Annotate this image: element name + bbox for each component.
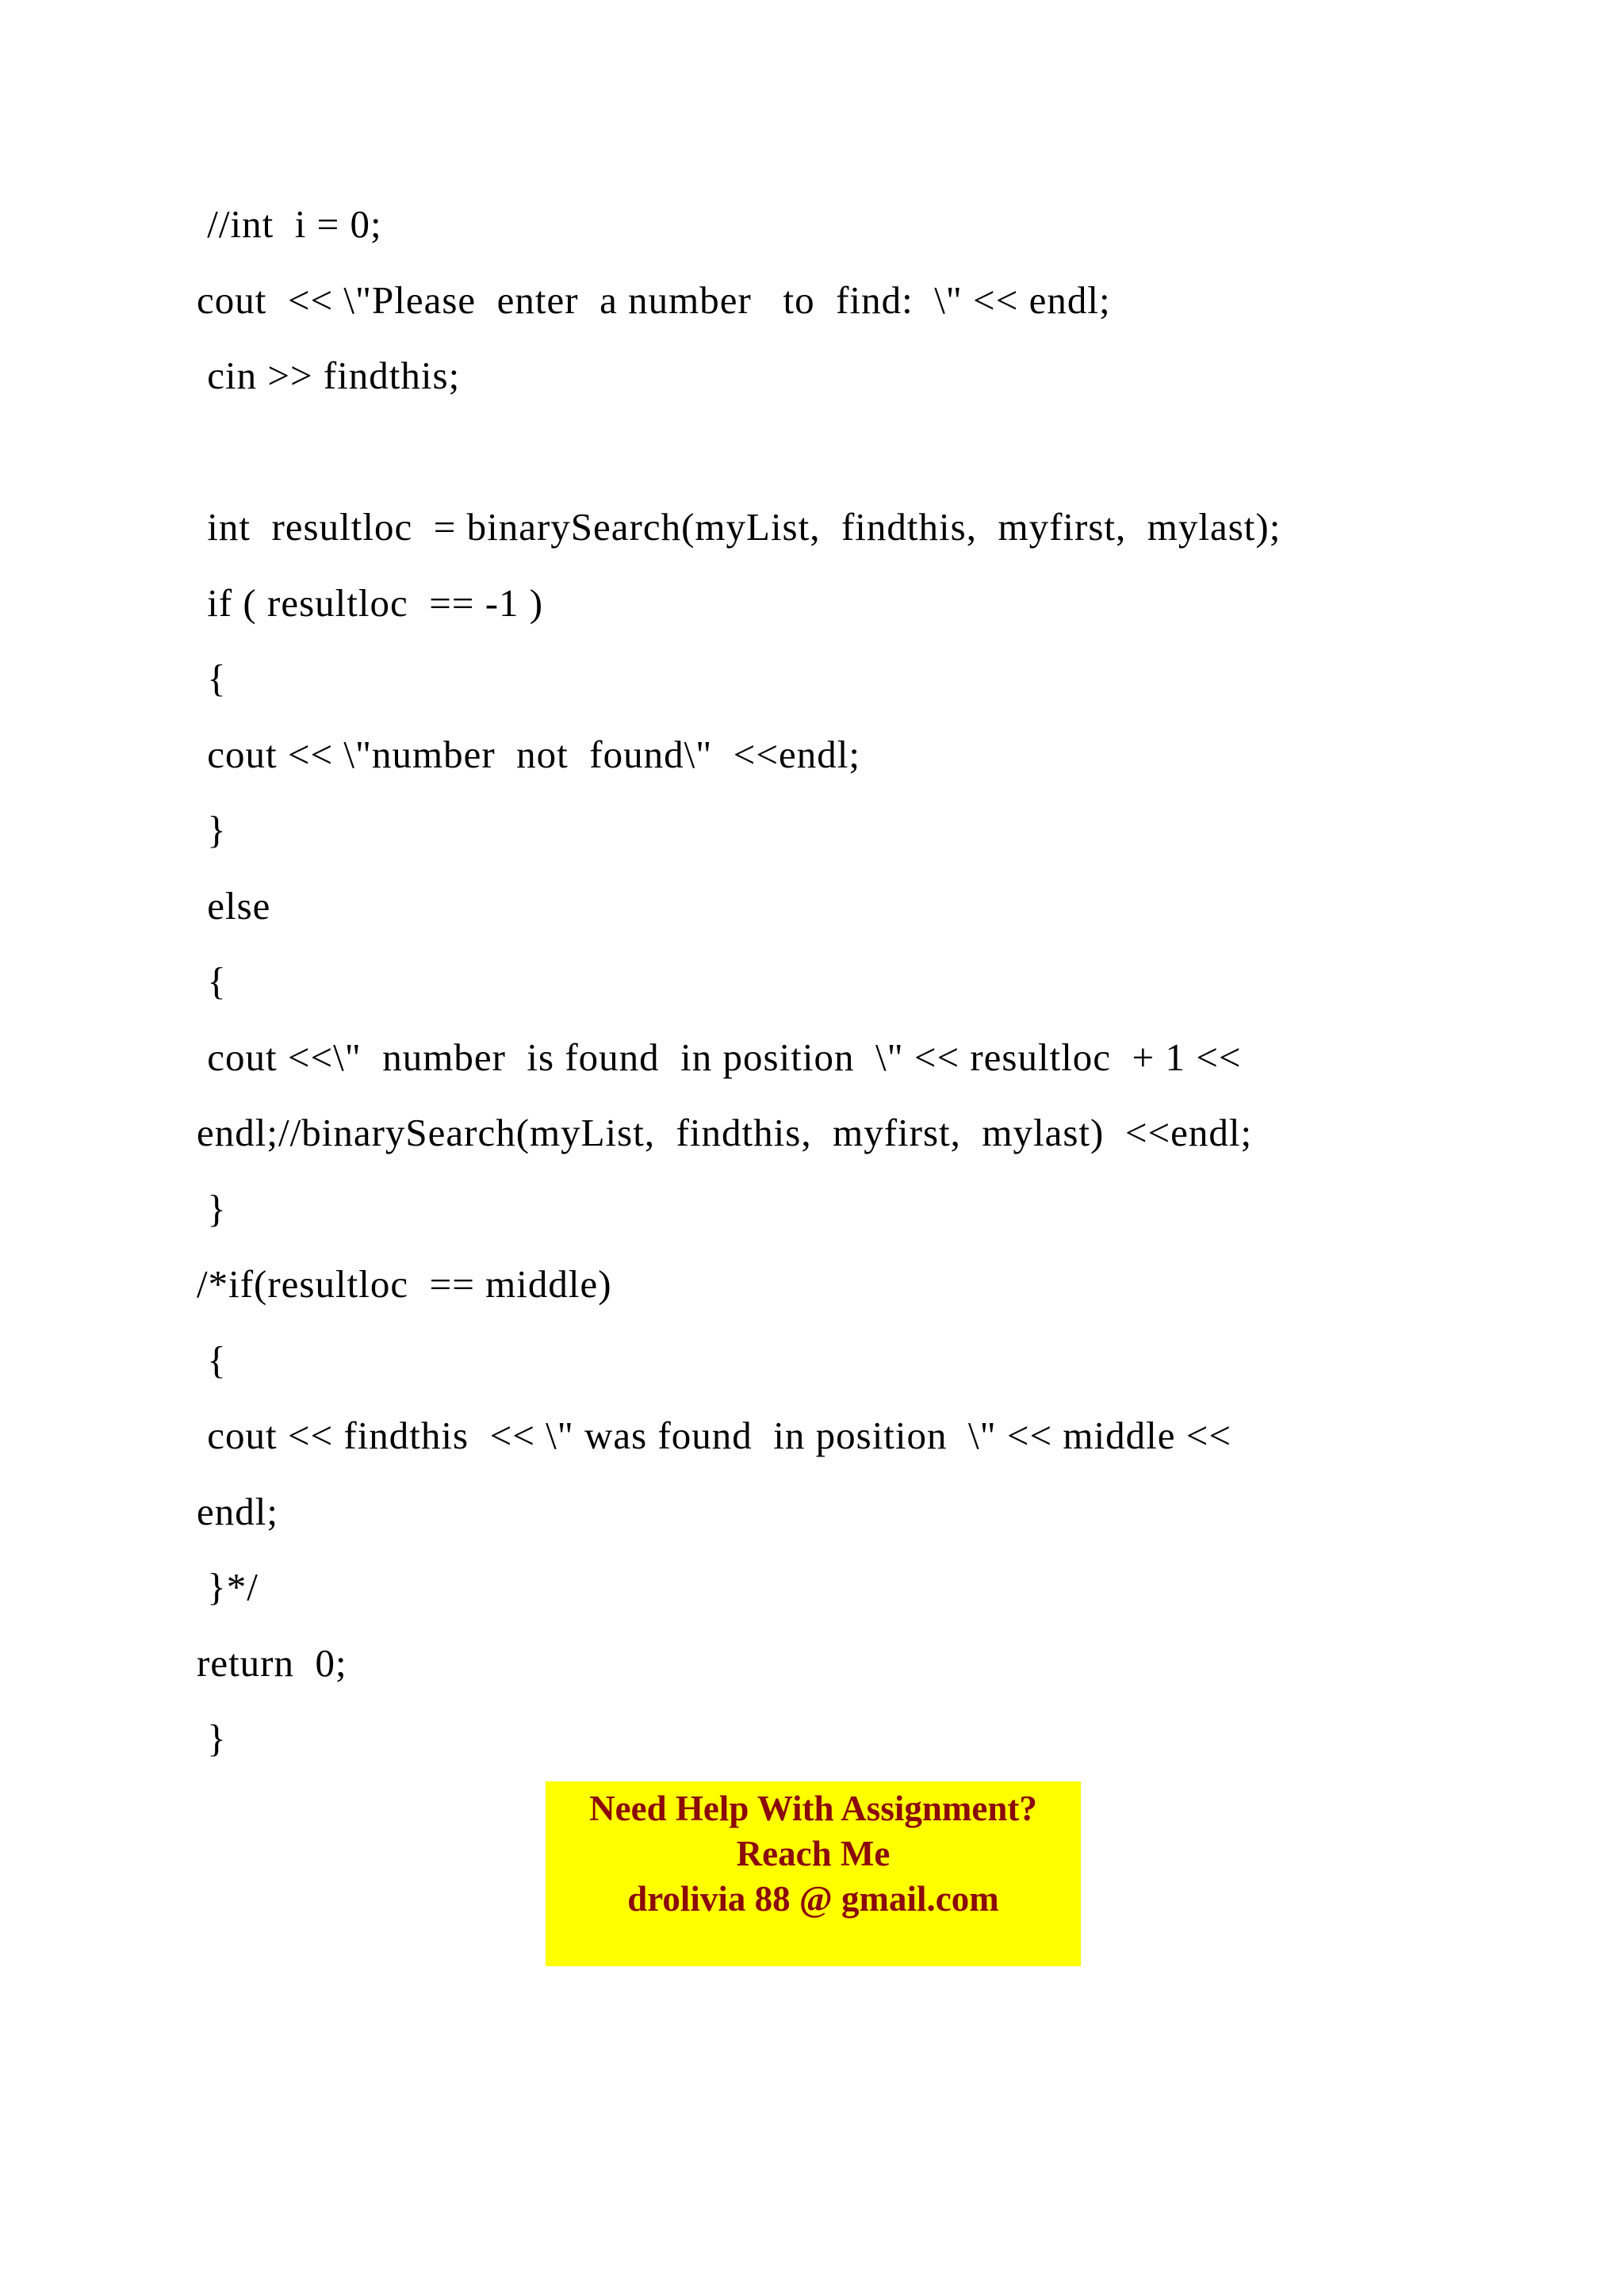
code-line: { <box>197 1337 227 1382</box>
code-line: { <box>197 959 227 1003</box>
code-line: { <box>197 656 227 700</box>
code-line: } <box>197 1716 227 1760</box>
code-listing <box>197 186 1465 1777</box>
code-line: } <box>197 1186 227 1230</box>
code-line: else <box>197 883 271 928</box>
code-line: /*if(resultloc == middle) <box>197 1262 612 1306</box>
code-line: if ( resultloc == -1 ) <box>197 580 544 625</box>
code-line: }*/ <box>197 1565 259 1609</box>
code-line: endl; <box>197 1489 278 1533</box>
promo-headline: Need Help With Assignment? <box>589 1789 1037 1828</box>
code-line: return 0; <box>197 1640 347 1685</box>
code-line: int resultloc = binarySearch(myList, findthis, myfirst, mylast); <box>197 505 1281 549</box>
code-line: cout << \"Please enter a number to find: \" << endl; <box>197 277 1111 322</box>
code-line: cin >> findthis; <box>197 354 461 397</box>
code-line: endl;//binarySearch(myList, findthis, myfirst, mylast) <<endl; <box>197 1111 1253 1154</box>
code-line: //int i = 0; <box>197 202 382 246</box>
promo-subline: Reach Me <box>736 1834 891 1873</box>
code-line: cout << findthis << \" was found in position \" << middle << <box>197 1414 1232 1457</box>
code-line-blank <box>197 414 1465 490</box>
promo-email: drolivia 88 @ gmail.com <box>627 1879 999 1919</box>
contact-promo-box <box>546 1781 1081 1966</box>
code-line: } <box>197 808 227 851</box>
code-line: cout <<\" number is found in position \" << resultloc + 1 << <box>197 1035 1242 1079</box>
code-line: cout << \"number not found\" <<endl; <box>197 732 860 776</box>
